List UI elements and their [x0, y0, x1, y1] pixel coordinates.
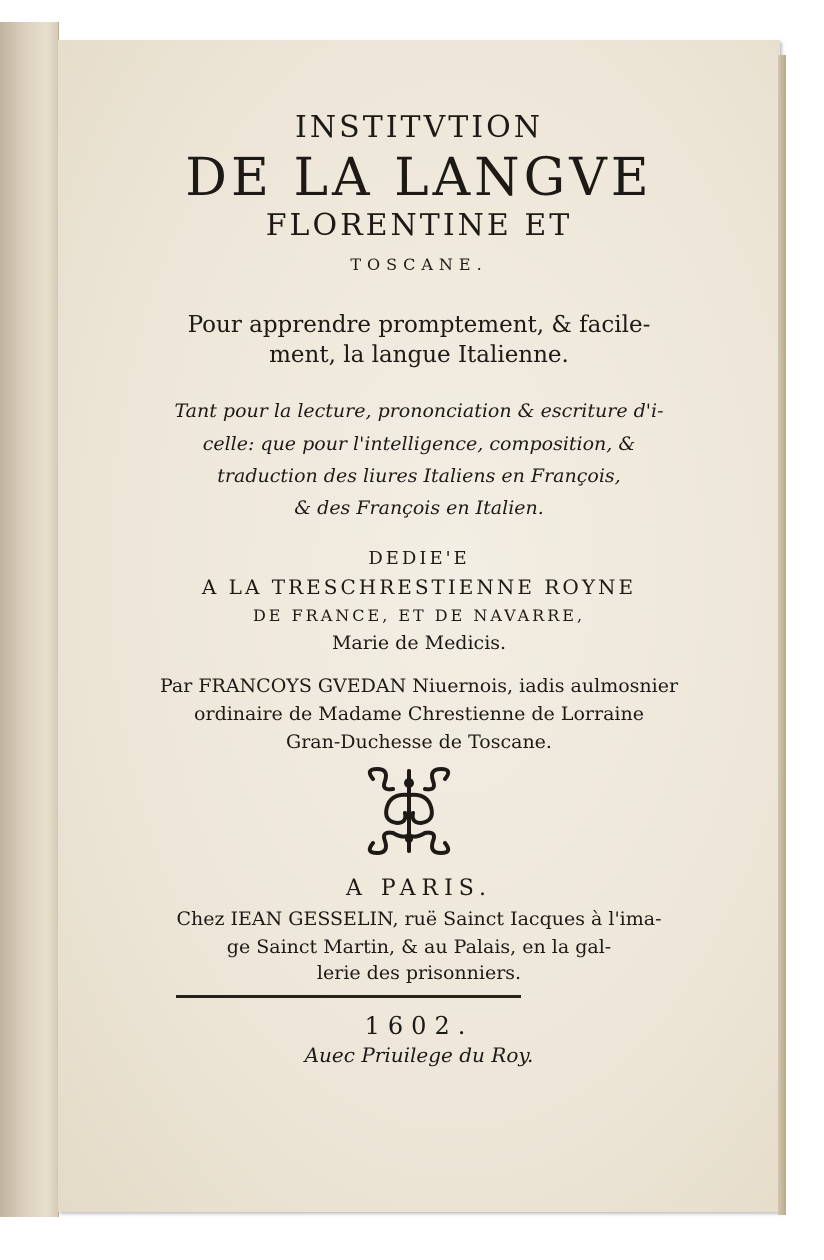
author-line-2: ordinaire de Madame Chrestienne de Lorraine: [194, 703, 644, 725]
imprint-line-3: lerie des prisonniers.: [316, 962, 522, 984]
title-line-3: FLORENTINE ET: [265, 208, 573, 243]
description-line-4: & des François en Italien.: [294, 497, 544, 519]
dedication-line-2: A LA TRESCHRESTIENNE ROYNE: [201, 575, 637, 599]
divider-rule: [176, 995, 521, 998]
dedication-line-3: DE FRANCE, ET DE NAVARRE,: [252, 606, 586, 625]
title-line-1: INSTITVTION: [295, 110, 543, 145]
imprint-line-2: ge Sainct Martin, & au Palais, en la gal-: [226, 936, 612, 958]
imprint-city: A PARIS.: [345, 876, 493, 901]
royal-privilege: Auec Priuilege du Roy.: [304, 1043, 534, 1067]
description-line-1: Tant pour la lecture, prononciation & escriture d'i-: [174, 400, 664, 422]
author-line-3: Gran-Duchesse de Toscane.: [286, 731, 552, 753]
imprint-line-1: Chez IEAN GESSELIN, ruë Sainct Iacques à l'ima-: [176, 908, 662, 930]
book-spine: [0, 22, 59, 1217]
subtitle-line-2: ment, la langue Italienne.: [269, 342, 569, 368]
subtitle-line-1: Pour apprendre promptement, & facile-: [187, 312, 651, 338]
title-line-4: TOSCANE.: [350, 255, 488, 274]
dedication-line-1: DEDIE'E: [368, 548, 470, 569]
publication-year: 1602.: [364, 1012, 474, 1040]
title-line-2: DE LA LANGVE: [185, 148, 653, 208]
author-line-1: Par FRANCOYS GVEDAN Niuernois, iadis aulmosnier: [159, 675, 679, 697]
floral-ornament-icon: [363, 765, 455, 857]
dedication-line-4: Marie de Medicis.: [331, 632, 507, 654]
description-line-3: traduction des liures Italiens en François,: [217, 465, 621, 487]
description-line-2: celle: que pour l'intelligence, composition, &: [202, 433, 636, 455]
